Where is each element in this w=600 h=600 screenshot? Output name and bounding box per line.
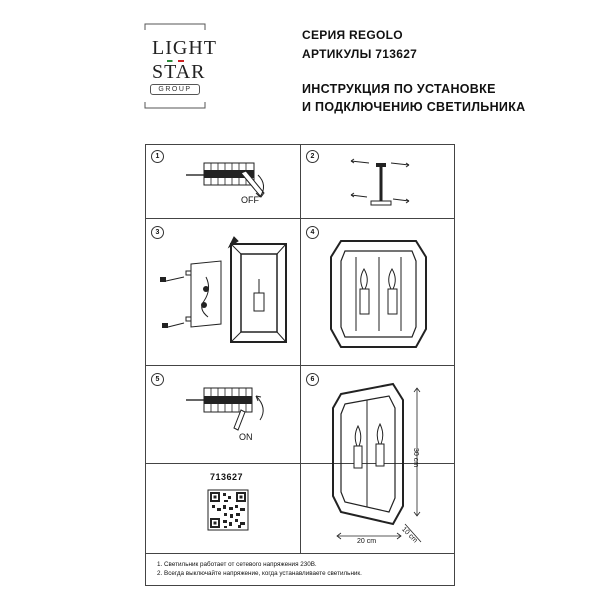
model-code-panel	[146, 464, 300, 555]
logo-text-star: STAR	[152, 61, 206, 83]
step-5-panel	[146, 366, 300, 463]
model-code: 713627	[210, 472, 244, 482]
articles-title: АРТИКУЛЫ 713627	[302, 47, 418, 61]
instruction-title-line1: ИНСТРУКЦИЯ ПО УСТАНОВКЕ	[302, 82, 496, 96]
instruction-grid	[145, 144, 455, 554]
mounting-bracket-icon	[301, 145, 456, 218]
step-3-panel	[146, 219, 300, 365]
step-6-panel	[301, 366, 456, 555]
step-4-panel	[301, 219, 456, 365]
breaker-switch-on-icon	[146, 366, 300, 463]
step-number: 4	[306, 226, 319, 239]
lamp-dimensions-icon	[301, 366, 456, 555]
off-label: OFF	[241, 195, 259, 205]
width-dimension-label: 20 cm	[357, 538, 377, 545]
notes-box	[145, 554, 455, 586]
logo-text-light: LIGHT	[152, 37, 217, 59]
note-item: 2. Всегда выключайте напряжение, когда устанавливаете светильник.	[157, 570, 362, 577]
step-number: 1	[151, 150, 164, 163]
breaker-switch-off-icon	[146, 145, 300, 218]
instruction-title-line2: И ПОДКЛЮЧЕНИЮ СВЕТИЛЬНИКА	[302, 100, 526, 114]
note-item: 1. Светильник работает от сетевого напряжения 230В.	[157, 561, 317, 568]
qr-code-icon	[146, 464, 300, 555]
step-number: 5	[151, 373, 164, 386]
brand-logo	[143, 22, 217, 112]
step-2-panel	[301, 145, 456, 218]
step-1-panel	[146, 145, 300, 218]
logo-text-group: GROUP	[150, 84, 200, 95]
step-number: 6	[306, 373, 319, 386]
height-dimension-label: 30 cm	[412, 448, 419, 468]
depth-dimension-label: 10 cm	[400, 526, 419, 545]
on-label: ON	[239, 432, 253, 442]
lamp-wiring-icon	[146, 219, 300, 365]
step-number: 2	[306, 150, 319, 163]
step-number: 3	[151, 226, 164, 239]
series-title: СЕРИЯ REGOLO	[302, 28, 403, 42]
lamp-assembled-icon	[301, 219, 456, 365]
